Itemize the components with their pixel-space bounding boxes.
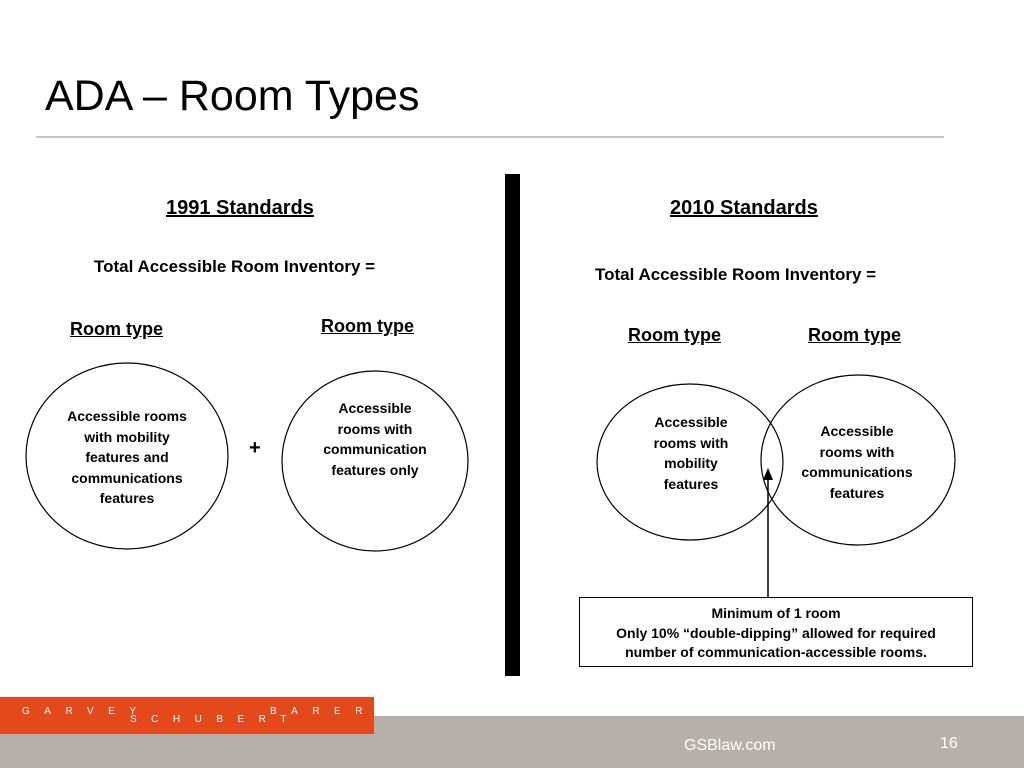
left-room-type-a: Room type — [70, 319, 164, 339]
left-circle-mobility-text: Accessible rooms with mobility features and communications features — [67, 408, 187, 506]
page-number: 16 — [940, 735, 958, 752]
slide-title: ADA – Room Types — [45, 72, 420, 120]
right-heading: 2010 Standards — [670, 197, 818, 219]
plus-operator: + — [249, 437, 261, 459]
right-room-type-b: Room type — [808, 325, 902, 345]
right-room-type-a: Room type — [628, 325, 722, 345]
vertical-divider — [505, 174, 520, 676]
right-circle-mobility-text: Accessible rooms with mobility features — [653, 414, 729, 492]
right-circle-communications-text: Accessible rooms with communications features — [801, 423, 913, 501]
firm-logo — [0, 697, 377, 734]
right-inventory-label: Total Accessible Room Inventory = — [595, 265, 877, 284]
logo-word-3: BARER — [270, 706, 377, 717]
left-circle-communication-text: Accessible rooms with communication features only — [323, 400, 427, 478]
overlap-arrow-head — [763, 468, 773, 480]
footer-website[interactable]: GSBlaw.com — [684, 737, 776, 754]
logo-word-1: GARVEY — [22, 706, 151, 717]
double-dipping-note — [579, 597, 973, 667]
left-room-type-b: Room type — [321, 316, 415, 336]
note-line-3: number of communication-accessible rooms. — [625, 644, 927, 660]
left-heading: 1991 Standards — [166, 197, 314, 219]
note-line-1: Minimum of 1 room — [711, 605, 841, 621]
logo-word-2: SCHUBERT — [130, 714, 301, 725]
left-inventory-label: Total Accessible Room Inventory = — [94, 257, 376, 276]
note-line-2: Only 10% “double-dipping” allowed for required — [616, 624, 936, 641]
